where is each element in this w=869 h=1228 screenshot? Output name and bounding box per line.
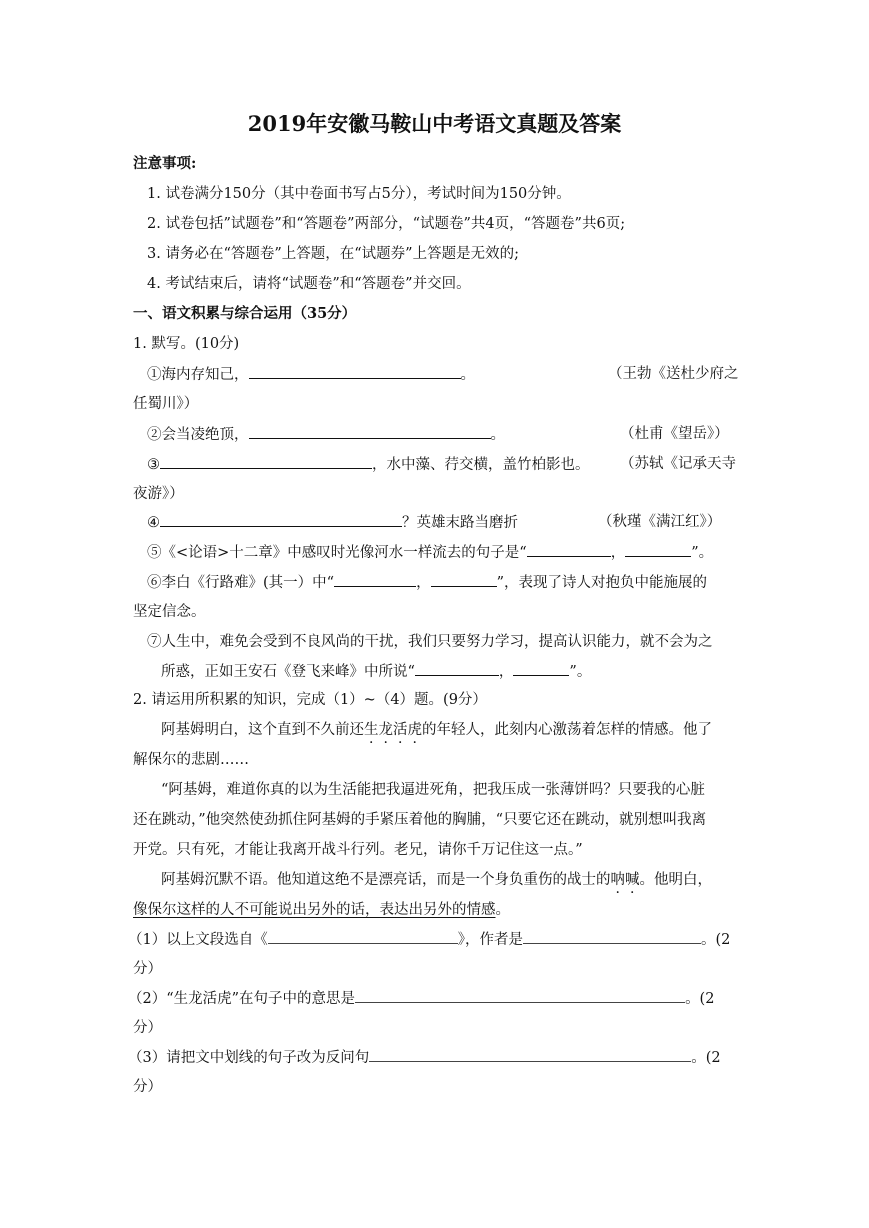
q1-g-sep: ， bbox=[498, 664, 514, 680]
s3-suffix: 。(2 bbox=[691, 1050, 721, 1066]
q1-item-g bbox=[161, 661, 591, 682]
q1-c-suffix: ，水中藻、荇交横，盖竹柏影也。 bbox=[372, 457, 590, 473]
q1-a-blank[interactable] bbox=[249, 364, 461, 379]
q1-b-source: （杜甫《望岳》） bbox=[620, 426, 729, 442]
passage-p3 bbox=[161, 870, 712, 890]
passage-p2-line3: 开党。只有死，才能让我离开战斗行列。老兄，请你千万记住这一点。” bbox=[133, 842, 583, 858]
q1-item-e bbox=[147, 542, 713, 563]
page-title: 2019年安徽马鞍山中考语文真题及答案 bbox=[247, 111, 622, 136]
q1-f-blank-1[interactable] bbox=[334, 572, 416, 587]
q1-f-sep: ， bbox=[416, 575, 431, 591]
p3-text-b: 。他明白， bbox=[639, 872, 712, 888]
passage-p3-line2 bbox=[133, 900, 510, 920]
q1-c-prefix: ③ bbox=[147, 457, 160, 473]
q1-a-source: （王勃《送杜少府之 bbox=[608, 366, 739, 382]
notice-item-4: 4. 考试结束后，请将“试题卷”和“答题卷”并交回。 bbox=[147, 276, 471, 292]
q2-sub-1 bbox=[128, 930, 730, 950]
passage-p2-line1: “阿基姆，难道你真的以为生活能把我逼进死角，把我压成一张薄饼吗？只要我的心脏 bbox=[161, 782, 705, 798]
s1-blank-2[interactable] bbox=[523, 930, 701, 944]
s1-suffix: 。(2 bbox=[700, 932, 731, 948]
q2-sub-3-line2: 分） bbox=[133, 1079, 162, 1095]
emphasis-char: 虎 bbox=[407, 722, 422, 738]
q1-e-blank-2[interactable] bbox=[625, 542, 691, 557]
s1-mid: 》，作者是 bbox=[457, 932, 523, 948]
q1-g-blank-1[interactable] bbox=[415, 661, 499, 676]
q1-f-prefix: ⑥李白《行路难》(其一）中“ bbox=[147, 575, 335, 591]
p1-text-a: 阿基姆明白，这个直到不久前还 bbox=[161, 722, 364, 738]
s2-suffix: 。(2 bbox=[685, 991, 715, 1007]
q2-sub-3 bbox=[128, 1048, 721, 1068]
emphasis-char: 龙 bbox=[378, 722, 393, 738]
s2-prefix: （2）“生龙活虎”在句子中的意思是 bbox=[128, 991, 356, 1007]
q1-d-blank[interactable] bbox=[160, 512, 402, 527]
q1-a-source-cont: 任蜀川》） bbox=[133, 396, 199, 412]
q1-f-suffix: ”，表现了诗人对抱负中能施展的 bbox=[496, 575, 707, 591]
q1-f-line2: 坚定信念。 bbox=[133, 604, 206, 620]
q1-c-source-cont: 夜游》） bbox=[133, 486, 184, 502]
q1-item-b bbox=[147, 424, 505, 445]
q2-sub-1-line2: 分） bbox=[133, 961, 162, 977]
q1-b-blank[interactable] bbox=[249, 424, 491, 439]
passage-p1-line2: 解保尔的悲剧…… bbox=[133, 752, 249, 768]
q2-sub-2-line2: 分） bbox=[133, 1020, 162, 1036]
q1-item-f bbox=[147, 572, 707, 593]
s1-prefix: （1）以上文段选自《 bbox=[128, 932, 268, 948]
q1-item-d bbox=[147, 512, 518, 533]
q2-stem: 2. 请运用所积累的知识，完成（1）~（4）题。(9分） bbox=[133, 692, 487, 708]
q1-g-line1: ⑦人生中，难免会受到不良风尚的干扰，我们只要努力学习，提高认识能力，就不会为之 bbox=[147, 634, 713, 650]
q2-sub-2 bbox=[128, 989, 714, 1009]
q1-c-blank[interactable] bbox=[160, 454, 372, 469]
p3-dotted-word bbox=[611, 872, 640, 888]
q1-b-prefix: ②会当凌绝顶， bbox=[147, 427, 249, 443]
p3-text-a: 阿基姆沉默不语。他知道这绝不是漂亮话，而是一个身负重伤的战士的 bbox=[161, 872, 611, 888]
q1-e-suffix: ”。 bbox=[691, 545, 714, 561]
q1-a-suffix: 。 bbox=[460, 367, 475, 383]
q1-e-sep: ， bbox=[610, 545, 626, 561]
passage-p2-line2: 还在跳动，”他突然使劲抓住阿基姆的手紧压着他的胸脯，“只要它还在跳动，就别想叫我离 bbox=[133, 812, 707, 828]
q1-b-suffix: 。 bbox=[490, 427, 505, 443]
emphasis-char: 喊 bbox=[625, 872, 640, 888]
p1-dotted-word bbox=[364, 722, 422, 738]
emphasis-char: 呐 bbox=[610, 872, 625, 888]
q1-d-source: （秋瑾《满江红》） bbox=[598, 514, 722, 530]
q1-c-source: （苏轼《记承天寺 bbox=[620, 456, 736, 472]
notice-item-3: 3. 请务必在“答题卷”上答题，在“试题券”上答题是无效的; bbox=[147, 246, 519, 262]
q1-item-a bbox=[147, 364, 475, 385]
q1-a-prefix: ①海内存知己， bbox=[147, 367, 249, 383]
q1-stem: 1. 默写。(10分) bbox=[133, 336, 240, 352]
q1-d-suffix: ？英雄末路当磨折 bbox=[402, 515, 518, 531]
q1-f-blank-2[interactable] bbox=[431, 572, 497, 587]
emphasis-char: 生 bbox=[364, 722, 379, 738]
q1-e-prefix: ⑤《<论语>十二章》中感叹时光像河水一样流去的句子是“ bbox=[147, 545, 527, 561]
q1-g-blank-2[interactable] bbox=[513, 661, 569, 676]
passage-p1 bbox=[161, 720, 712, 740]
p3-end: 。 bbox=[495, 902, 510, 918]
q1-item-c bbox=[147, 454, 590, 475]
s2-blank[interactable] bbox=[355, 989, 685, 1003]
q1-d-prefix: ④ bbox=[147, 515, 160, 531]
s3-prefix: （3）请把文中划线的句子改为反问句 bbox=[128, 1050, 370, 1066]
q1-e-blank-1[interactable] bbox=[527, 542, 611, 557]
emphasis-char: 活 bbox=[393, 722, 408, 738]
notice-item-2: 2. 试卷包括”试题卷”和“答题卷”两部分，“试题卷”共4页，“答题卷”共6页; bbox=[147, 216, 626, 232]
underlined-sentence: 像保尔这样的人不可能说出另外的话，表达出另外的情感 bbox=[133, 902, 496, 918]
notice-item-1: 1. 试卷满分150分（其中卷面书写占5分），考试时间为150分钟。 bbox=[147, 186, 571, 202]
q1-g-suffix: ”。 bbox=[569, 664, 592, 680]
s3-blank[interactable] bbox=[369, 1048, 691, 1062]
notice-heading: 注意事项: bbox=[133, 155, 197, 172]
p1-text-b: 的年轻人，此刻内心激荡着怎样的情感。他了 bbox=[422, 722, 712, 738]
section-1-heading: 一、语文积累与综合运用（35分） bbox=[133, 305, 357, 322]
s1-blank-1[interactable] bbox=[268, 930, 458, 944]
q1-g-prefix: 所惑，正如王安石《登飞来峰》中所说“ bbox=[161, 664, 415, 680]
